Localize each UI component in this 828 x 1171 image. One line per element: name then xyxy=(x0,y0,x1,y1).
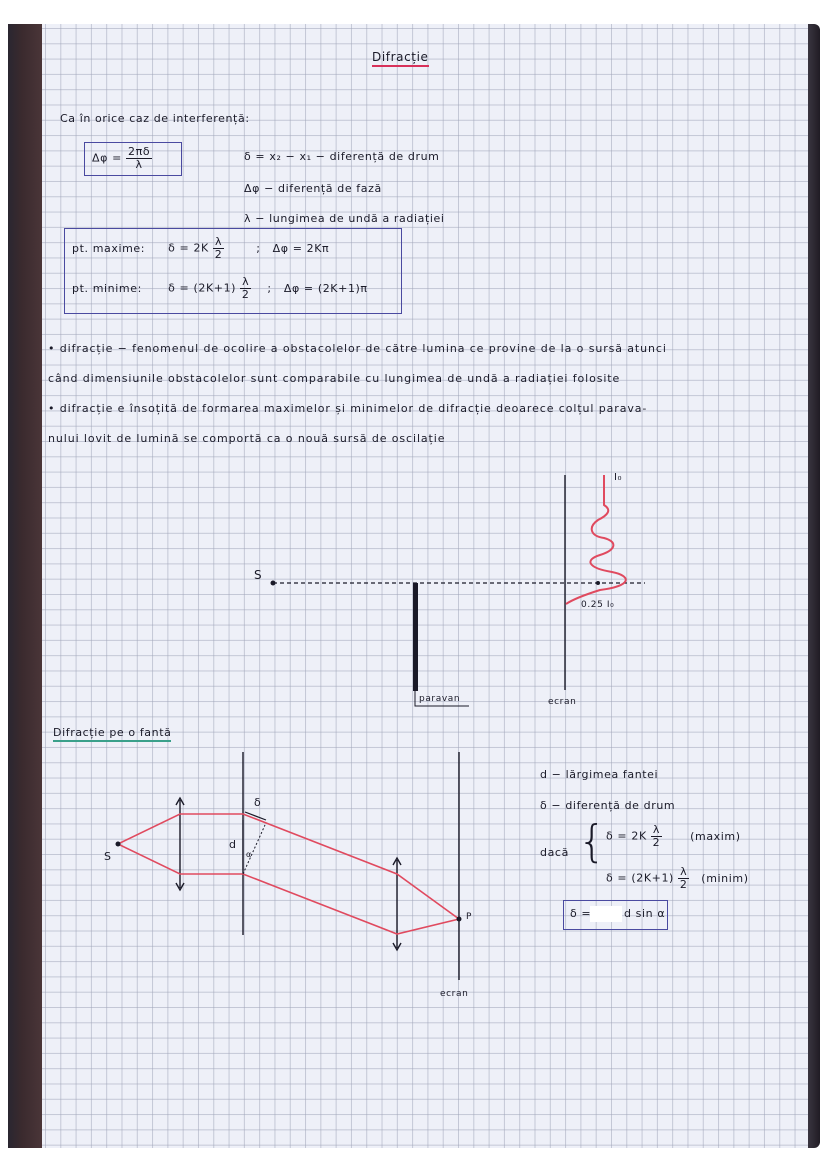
maxima-label: pt. maxime: xyxy=(72,241,146,255)
definition-wavelength: λ − lungimea de undă a radiației xyxy=(244,212,445,225)
case-min-fraction xyxy=(678,866,689,891)
result-formula-lhs: δ = xyxy=(570,907,592,920)
path-diff-label: δ xyxy=(254,796,262,809)
slit-width-definition: d − lărgimea fantei xyxy=(540,768,659,781)
section-heading: Difracție pe o fantă xyxy=(53,726,171,742)
paragraph-line-3: • difracție e însoțită de formarea maximelor și minimelor de difracție deoarece colțul parava- xyxy=(48,402,648,415)
definition-path-difference: δ = x₂ − x₁ − diferență de drum xyxy=(244,150,440,163)
maxima-delta: δ = 2K xyxy=(168,241,209,255)
paragraph-line-1: • difracție − fenomenul de ocolire a obstacolelor de către lumina ce provine de la o sursă atunci xyxy=(48,342,667,355)
intro-heading: Ca în orice caz de interferență: xyxy=(60,112,250,125)
point-label: P xyxy=(466,912,473,922)
intensity-curve xyxy=(566,475,626,604)
fraction-denominator: 2 xyxy=(214,248,223,261)
separator: ; xyxy=(267,281,272,295)
intensity-edge-label: 0.25 I₀ xyxy=(581,600,615,610)
paragraph-line-4: nului lovit de lumină se comportă ca o nouă sursă de oscilație xyxy=(48,432,446,445)
erased-area xyxy=(590,906,622,922)
case-max xyxy=(606,824,741,849)
slit-source-point xyxy=(116,842,121,847)
case-max-tag: (maxim) xyxy=(690,829,741,843)
fraction-numerator: 2πδ xyxy=(128,145,151,158)
definition-phase-difference: Δφ − diferență de fază xyxy=(244,182,382,195)
minima-phase: Δφ = (2K+1)π xyxy=(283,281,368,295)
path-difference-definition: δ − diferență de drum xyxy=(540,799,676,812)
page-title: Difracție xyxy=(372,50,429,67)
phase-formula-lhs: Δφ = xyxy=(92,151,122,165)
angle-label: α xyxy=(246,850,252,859)
fraction-denominator: 2 xyxy=(241,288,250,301)
minima-label: pt. minime: xyxy=(72,281,142,295)
intensity-max-label: I₀ xyxy=(614,472,623,483)
ray-paths xyxy=(118,814,459,934)
observation-point xyxy=(457,917,462,922)
case-min-tag: (minim) xyxy=(701,871,749,885)
barrier xyxy=(413,583,418,691)
slit-source-label: S xyxy=(104,850,112,863)
case-min-expr: δ = (2K+1) xyxy=(606,871,674,885)
intensity-axis-point xyxy=(596,581,600,585)
case-max-fraction xyxy=(651,824,662,849)
fraction-numerator: λ xyxy=(680,865,688,878)
case-max-expr: δ = 2K xyxy=(606,829,647,843)
maxima-phase: Δφ = 2Kπ xyxy=(272,241,330,255)
fraction-numerator: λ xyxy=(214,235,223,248)
case-min xyxy=(606,866,749,891)
fraction-numerator: λ xyxy=(242,275,250,288)
barrier-label: paravan xyxy=(419,694,461,704)
result-formula-rhs: d sin α xyxy=(624,907,666,920)
fraction-denominator: λ xyxy=(135,158,143,171)
if-label: dacă xyxy=(540,846,569,859)
paragraph-line-2: când dimensiunile obstacolelor sunt comparabile cu lungimea de undă a radiației folosite xyxy=(48,372,621,385)
screen-label: ecran xyxy=(548,697,577,707)
screen-label-2: ecran xyxy=(440,989,469,999)
source-label: S xyxy=(254,568,263,582)
fraction-denominator: 2 xyxy=(652,836,661,849)
separator: ; xyxy=(256,241,261,255)
brace: { xyxy=(578,816,607,867)
minima-delta: δ = (2K+1) xyxy=(168,281,237,295)
slit-width-label: d xyxy=(229,838,237,851)
fraction-denominator: 2 xyxy=(679,878,688,891)
fraction-numerator: λ xyxy=(652,823,660,836)
